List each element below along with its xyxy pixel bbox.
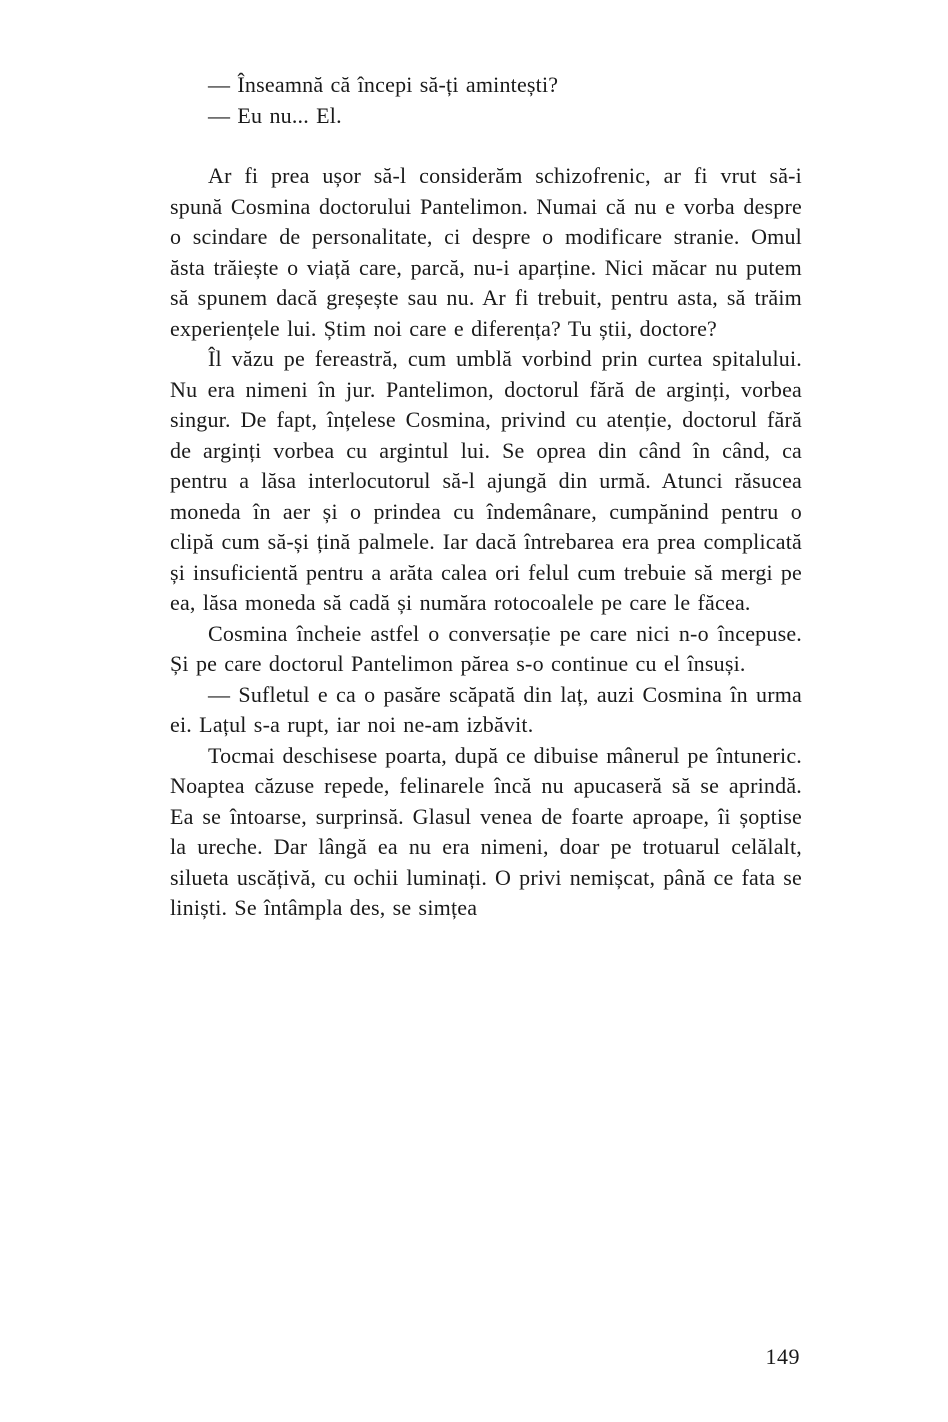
body-paragraph: Cosmina încheie astfel o conversație pe care nici n-o începuse. Și pe care doctorul Pantelimon părea s-o continue cu el însuși. — [170, 620, 802, 676]
page-number: 149 — [765, 1344, 800, 1369]
paragraph-spacer — [170, 131, 802, 161]
text-block — [170, 70, 802, 924]
dialogue-line: — Eu nu... El. — [208, 102, 342, 128]
dialogue-line: — Înseamnă că începi să-ți amintești? — [208, 72, 559, 97]
dialogue-line: — Sufletul e ca o pasăre scăpată din laț, auzi Cosmina în urma ei. Lațul s-a rupt, iar noi ne-am izbăvit. — [170, 681, 802, 737]
body-paragraph: Tocmai deschisese poarta, după ce dibuise mânerul pe întuneric. Noaptea căzuse repede, felinarele încă nu apucaseră să se aprindă. Ea se întoarse, surprinsă. Glasul venea de foarte aproape, îi șoptise la ureche. Dar lângă ea nu era nimeni, doar pe trotuarul celălalt, silueta uscățivă, cu ochii luminați. O privi nemișcat, până ce fata se liniști. Se întâmpla des, se simțea — [170, 742, 802, 920]
body-paragraph: Îl văzu pe fereastră, cum umblă vorbind prin curtea spitalului. Nu era nimeni în jur. Pantelimon, doctorul fără de arginți, vorbea singur. De fapt, înțelese Cosmina, privind cu atenție, doctorul fără de arginți vorbea cu argintul lui. Se oprea din când în când, ca pentru a lăsa interlocutorul să-l ajungă din urmă. Atunci răsucea moneda în aer și o prindea cu îndemânare, cumpănind pentru o clipă cum să-și țină palmele. Iar dacă întrebarea era prea complicată și insuficientă pentru a arăta calea ori felul cum trebuie să mergi pe ea, lăsa moneda să cadă și număra rotocoalele pe care le făcea. — [170, 346, 802, 615]
body-paragraph: Ar fi prea ușor să-l considerăm schizofrenic, ar fi vrut să-i spună Cosmina doctorului Pantelimon. Numai că nu e vorba despre o scindare de personalitate, ci despre o modificare stranie. Omul ăsta trăiește o viață care, parcă, nu-i aparține. Nici măcar nu putem să spunem dacă greșește sau nu. Ar fi trebuit, pentru asta, să trăim experiențele lui. Știm noi care e diferența? Tu știi, doctore? — [170, 163, 802, 341]
